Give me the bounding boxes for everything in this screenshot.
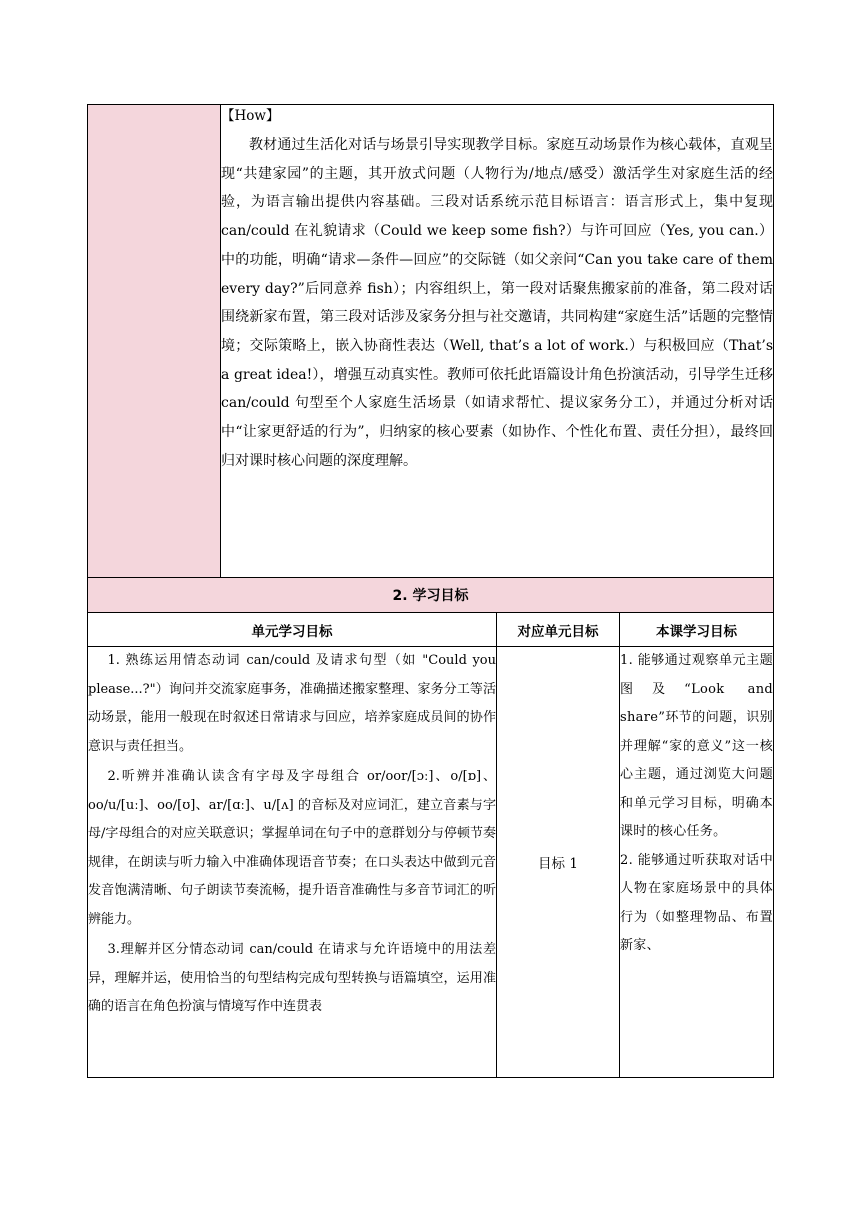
col-header-lesson-goals: 本课学习目标 xyxy=(620,613,774,647)
lesson-plan-table xyxy=(87,104,774,1078)
goals-row xyxy=(88,647,774,1078)
how-content-cell xyxy=(221,105,774,578)
unit-goal-item: 2.听辨并准确认读含有字母及字母组合 or/oor/[ɔː]、o/[ɒ]、oo/u/[uː]、oo/[ʊ]、ar/[ɑː]、u/[ʌ] 的音标及对应词汇，建立音素与字母/字母组合的对应关联意识；掌握单词在句子中的意群划分与停顿节奏规律，在朗读与听力输入中准确体现语音节奏；在口头表达中做到元音发音饱满清晰、句子朗读节奏流畅，提升语音准确性与多音节词汇的听辨能力。 xyxy=(88,769,496,927)
unit-goals-cell xyxy=(88,647,497,1078)
lesson-goal-item: 2. 能够通过听获取对话中人物在家庭场景中的具体行为（如整理物品、布置新家、 xyxy=(620,852,774,953)
how-label-cell xyxy=(88,105,221,578)
lesson-goals-cell xyxy=(620,647,774,1078)
how-row xyxy=(88,105,774,578)
unit-goal-item: 1. 熟练运用情态动词 can/could 及请求句型（如 "Could you please...?"）询问并交流家庭事务，准确描述搬家整理、家务分工等活动场景，能用一般现在时叙述日常请求与回应，培养家庭成员间的协作意识与责任担当。 xyxy=(88,653,496,754)
how-heading: 【How】 xyxy=(221,108,280,124)
lesson-goal-item: 1. 能够通过观察单元主题图及“Look and share”环节的问题，识别并理解“家的意义”这一核心主题，通过浏览大问题和单元学习目标，明确本课时的核心任务。 xyxy=(620,653,774,839)
col-header-unit-goals: 单元学习目标 xyxy=(88,613,497,647)
column-header-row xyxy=(88,613,774,647)
section-title: 2. 学习目标 xyxy=(88,578,774,613)
how-paragraph: 教材通过生活化对话与场景引导实现教学目标。家庭互动场景作为核心载体，直观呈现“共建家园”的主题，其开放式问题（人物行为/地点/感受）激活学生对家庭生活的经验，为语言输出提供内容基础。三段对话系统示范目标语言：语言形式上，集中复现 can/could 在礼貌请求（Could we keep some fish?）与许可回应（Yes, you can.）中的功能，明确“请求—条件—回应”的交际链（如父亲问“Can you take care of them every day?”后同意养 fish）；内容组织上，第一段对话聚焦搬家前的准备，第二段对话围绕新家布置，第三段对话涉及家务分担与社交邀请，共同构建“家庭生活”话题的完整情境；交际策略上，嵌入协商性表达（Well, that’s a lot of work.）与积极回应（That’s a great idea!），增强互动真实性。教师可依托此语篇设计角色扮演活动，引导学生迁移 can/could 句型至个人家庭生活场景（如请求帮忙、提议家务分工），并通过分析对话中“让家更舒适的行为”，归纳家的核心要素（如协作、个性化布置、责任分担），最终回归对课时核心问题的深度理解。 xyxy=(221,137,774,469)
col-header-mapped-goal: 对应单元目标 xyxy=(497,613,620,647)
mapped-goal-cell: 目标 1 xyxy=(497,647,620,1078)
section-title-row xyxy=(88,578,774,613)
unit-goal-item: 3.理解并区分情态动词 can/could 在请求与允许语境中的用法差异，理解并运，使用恰当的句型结构完成句型转换与语篇填空，运用准确的语言在角色扮演与情境写作中连贯表 xyxy=(88,942,496,1014)
